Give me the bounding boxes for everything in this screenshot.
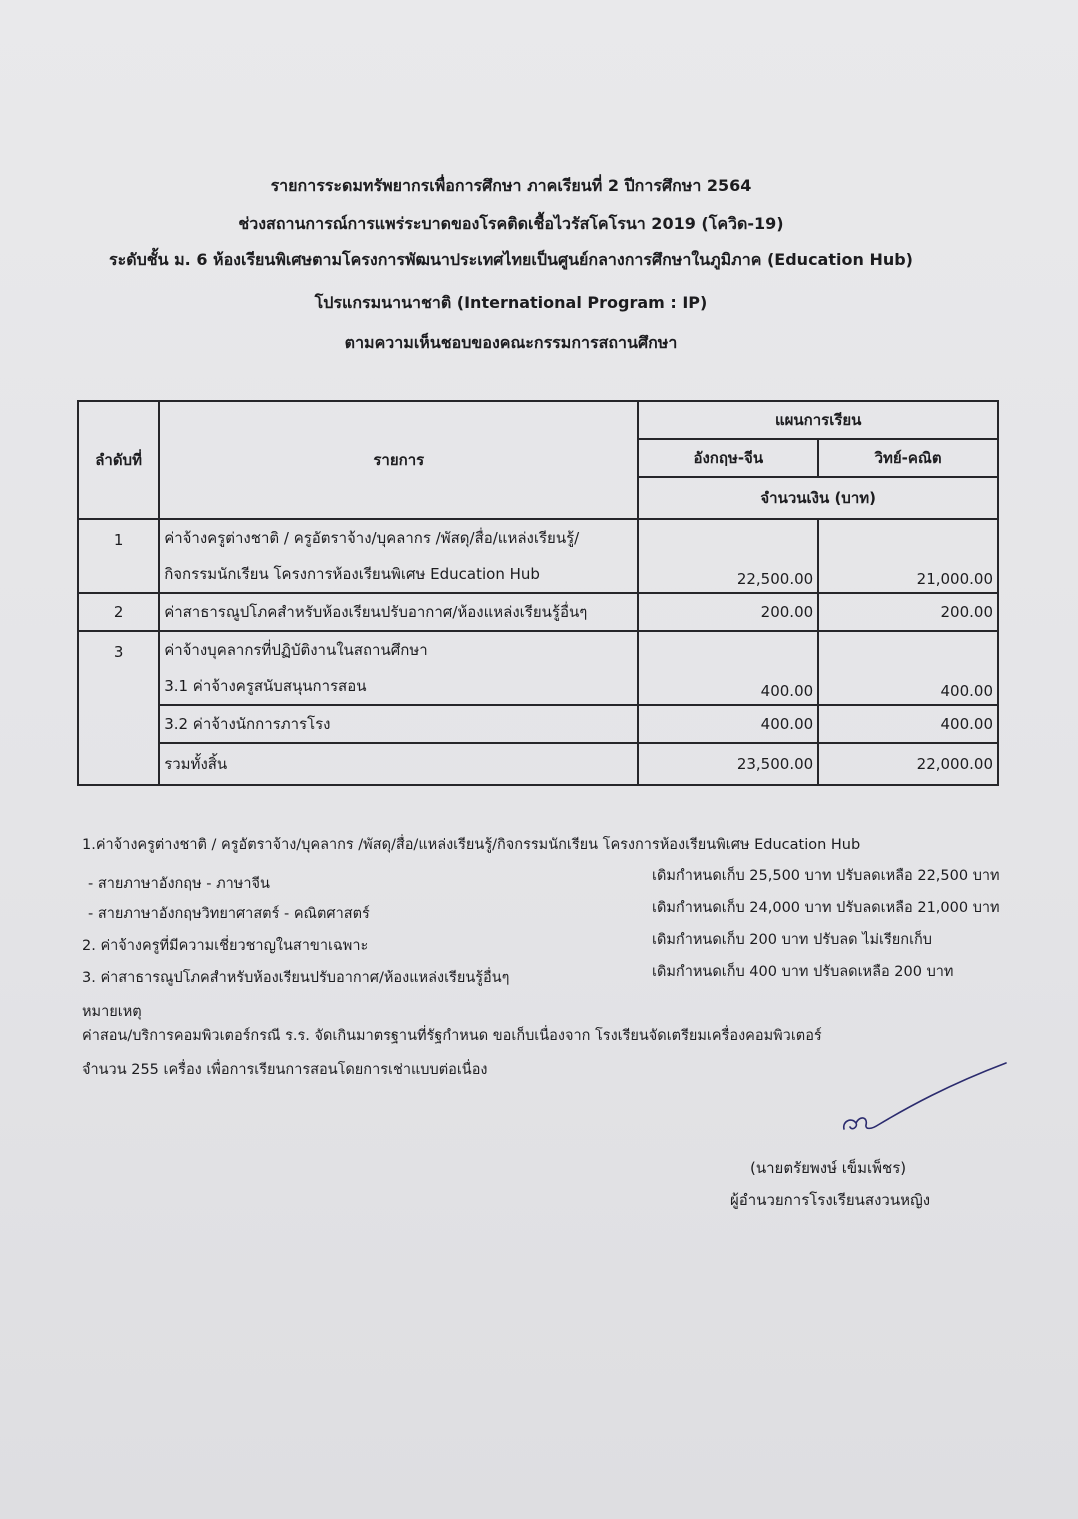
note-1b-detail: เดิมกำหนดเก็บ 24,000 บาท ปรับลดเหลือ 21,000 บาท — [652, 900, 1000, 916]
note-1a-detail: เดิมกำหนดเก็บ 25,500 บาท ปรับลดเหลือ 22,500 บาท — [652, 868, 1000, 884]
row-sci-math-value: 21,000.00 — [818, 519, 998, 593]
header-eng-chi: อังกฤษ-จีน — [638, 439, 818, 477]
row-item: 3.2 ค่าจ้างนักการภารโรง — [159, 705, 638, 743]
note-2-detail: เดิมกำหนดเก็บ 200 บาท ปรับลด ไม่เรียกเก็บ — [652, 932, 933, 948]
row-item: ค่าจ้างบุคลากรที่ปฏิบัติงานในสถานศึกษา 3.1 ค่าจ้างครูสนับสนุนการสอน — [159, 631, 638, 705]
header-no: ลำดับที่ — [78, 401, 159, 519]
remark-line-1: ค่าสอน/บริการคอมพิวเตอร์กรณี ร.ร. จัดเกินมาตรฐานที่รัฐกำหนด ขอเก็บเนื่องจาก โรงเรียนจัดเตรียมเครื่องคอมพิวเตอร์ — [82, 1028, 822, 1044]
document-level-line: ระดับชั้น ม. 6 ห้องเรียนพิเศษตามโครงการพัฒนาประเทศไทยเป็นศูนย์กลางการศึกษาในภูมิภาค (Education Hub) — [109, 250, 913, 269]
header-amount: จำนวนเงิน (บาท) — [638, 477, 998, 519]
note-1: 1.ค่าจ้างครูต่างชาติ / ครูอัตราจ้าง/บุคลากร /พัสดุ/สื่อ/แหล่งเรียนรู้/กิจกรรมนักเรียน โครงการห้องเรียนพิเศษ Education Hub — [82, 837, 861, 853]
note-3-detail: เดิมกำหนดเก็บ 400 บาท ปรับลดเหลือ 200 บาท — [652, 964, 954, 980]
table-row — [78, 631, 998, 705]
row-sci-math-value: 400.00 — [818, 705, 998, 743]
header-item: รายการ — [159, 401, 638, 519]
row-no: 2 — [78, 593, 159, 631]
row-no: 1 — [78, 519, 159, 593]
row-eng-chi-value: 400.00 — [638, 631, 818, 705]
row-item: ค่าสาธารณูปโภคสำหรับห้องเรียนปรับอากาศ/ห้องแหล่งเรียนรู้อื่นๆ — [159, 593, 638, 631]
document-program-line: โปรแกรมนานาชาติ (International Program : IP) — [314, 293, 708, 312]
note-1b: - สายภาษาอังกฤษวิทยาศาสตร์ - คณิตศาสตร์ — [88, 906, 370, 922]
table-row — [78, 705, 998, 743]
total-label: รวมทั้งสิ้น — [159, 743, 638, 785]
table-row — [78, 519, 998, 593]
document-approval-line: ตามความเห็นชอบของคณะกรรมการสถานศึกษา — [344, 333, 678, 352]
row-sci-math-value: 200.00 — [818, 593, 998, 631]
row-eng-chi-value: 22,500.00 — [638, 519, 818, 593]
remark-label: หมายเหตุ — [82, 1004, 142, 1020]
signer-name: (นายตรัยพงษ์ เข็มเพ็ชร) — [750, 1159, 907, 1177]
budget-table — [77, 400, 999, 786]
table-header-row — [78, 401, 998, 439]
total-eng-chi-value: 23,500.00 — [638, 743, 818, 785]
table-total-row — [78, 743, 998, 785]
document-title: รายการระดมทรัพยากรเพื่อการศึกษา ภาคเรียนที่ 2 ปีการศึกษา 2564 — [270, 176, 752, 195]
table-row — [78, 593, 998, 631]
signer-title: ผู้อำนวยการโรงเรียนสงวนหญิง — [730, 1191, 931, 1209]
row-item: ค่าจ้างครูต่างชาติ / ครูอัตราจ้าง/บุคลากร /พัสดุ/สื่อ/แหล่งเรียนรู้/ กิจกรรมนักเรียน โครงการห้องเรียนพิเศษ Education Hub — [159, 519, 638, 593]
document-subtitle: ช่วงสถานการณ์การแพร่ระบาดของโรคติดเชื้อไวรัสโคโรนา 2019 (โควิด-19) — [238, 214, 784, 233]
row-no: 3 — [78, 631, 159, 785]
header-sci-math: วิทย์-คณิต — [818, 439, 998, 477]
note-2: 2. ค่าจ้างครูที่มีความเชี่ยวชาญในสาขาเฉพาะ — [82, 938, 369, 954]
handwritten-signature — [838, 1055, 1018, 1145]
remark-line-2: จำนวน 255 เครื่อง เพื่อการเรียนการสอนโดยการเช่าแบบต่อเนื่อง — [82, 1062, 488, 1078]
row-sci-math-value: 400.00 — [818, 631, 998, 705]
note-3: 3. ค่าสาธารณูปโภคสำหรับห้องเรียนปรับอากาศ/ห้องแหล่งเรียนรู้อื่นๆ — [82, 970, 510, 986]
header-study-plan: แผนการเรียน — [638, 401, 998, 439]
total-sci-math-value: 22,000.00 — [818, 743, 998, 785]
note-1a: - สายภาษาอังกฤษ - ภาษาจีน — [88, 876, 270, 892]
row-eng-chi-value: 400.00 — [638, 705, 818, 743]
row-eng-chi-value: 200.00 — [638, 593, 818, 631]
